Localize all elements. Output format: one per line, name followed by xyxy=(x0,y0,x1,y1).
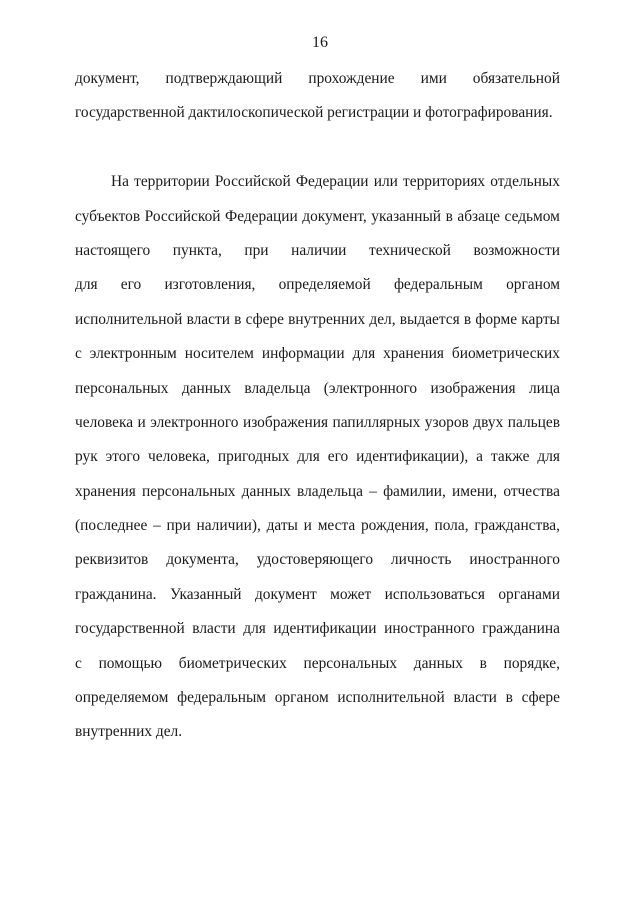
text-line xyxy=(75,307,560,341)
text-word: с xyxy=(75,654,82,672)
text-word: документ, xyxy=(302,207,367,225)
text-word: папиллярных xyxy=(332,413,421,431)
text-line xyxy=(75,479,560,513)
text-line xyxy=(75,135,560,169)
text-line xyxy=(75,238,560,272)
text-word: использоваться xyxy=(384,585,485,603)
document-body xyxy=(75,66,560,754)
text-word: форме xyxy=(475,310,518,328)
text-word: его xyxy=(120,276,142,294)
text-line xyxy=(75,204,560,238)
text-word: седьмом xyxy=(504,207,560,225)
text-word: федеральным xyxy=(177,689,267,707)
text-word: порядке, xyxy=(503,654,560,672)
text-word: рук xyxy=(75,448,98,466)
text-word: хранения xyxy=(383,345,444,363)
text-line xyxy=(75,66,560,100)
text-word: информации xyxy=(261,345,345,363)
text-word: обязательной xyxy=(472,70,560,87)
text-word: органом xyxy=(274,689,329,707)
text-word: подтверждающий xyxy=(165,70,283,87)
text-word: Российской xyxy=(214,173,291,191)
text-word: и xyxy=(137,413,146,431)
text-word: может xyxy=(330,585,372,603)
text-word: власти xyxy=(186,310,230,328)
text-word: Российской xyxy=(144,207,221,225)
text-word: Федерации xyxy=(225,207,298,225)
text-word: при xyxy=(166,517,191,535)
text-word: указанный xyxy=(371,207,442,225)
text-word: изображения xyxy=(242,413,329,431)
text-word: биометрических xyxy=(451,345,560,363)
text-line xyxy=(75,616,560,650)
text-word: владельца xyxy=(297,482,364,500)
text-word: карты xyxy=(521,310,560,328)
text-word: сфере xyxy=(245,310,284,328)
text-word: (последнее xyxy=(75,517,148,535)
text-word: – xyxy=(369,482,377,500)
text-line xyxy=(75,410,560,444)
text-word: для xyxy=(297,448,320,466)
text-word: Федерации xyxy=(295,173,369,191)
text-word: власти xyxy=(192,620,236,638)
text-word: в xyxy=(445,207,453,225)
text-line xyxy=(75,547,560,581)
text-word: документ, xyxy=(75,70,140,87)
text-word: настоящего xyxy=(75,241,151,259)
text-word: для xyxy=(75,276,98,294)
text-word: данных xyxy=(181,379,232,397)
text-word: исполнительной xyxy=(75,310,183,328)
text-word: данных xyxy=(413,654,463,672)
text-word: территории xyxy=(134,173,210,191)
text-word: территориях xyxy=(403,173,486,191)
text-word: человека xyxy=(75,413,134,431)
text-word: изображения xyxy=(430,379,516,397)
text-word: и xyxy=(303,517,312,535)
text-word: идентификации), xyxy=(356,448,469,466)
text-word: электронным xyxy=(89,345,177,363)
text-word: фамилии, xyxy=(383,482,446,500)
text-word: лица xyxy=(528,379,560,397)
text-word: для xyxy=(243,620,266,638)
text-word: личность xyxy=(390,551,452,569)
text-word: выдается xyxy=(399,310,460,328)
text-word: персональных xyxy=(75,379,169,397)
text-word: изготовления, xyxy=(164,276,256,294)
text-word: в xyxy=(234,310,242,328)
text-word: места xyxy=(317,517,356,535)
text-word: органом xyxy=(506,276,560,294)
text-word: при xyxy=(244,241,269,259)
text-word: а xyxy=(476,448,484,466)
text-word: субъектов xyxy=(75,207,141,225)
text-word: его xyxy=(327,448,349,466)
text-word: также xyxy=(490,448,530,466)
text-line xyxy=(75,376,560,410)
text-word: органами xyxy=(498,585,560,603)
text-word: пункта, xyxy=(172,241,222,259)
text-word: государственной дактилоскопической регистрации и фотографирования. xyxy=(75,104,553,122)
text-word: гражданина xyxy=(482,620,560,638)
text-word: На xyxy=(111,173,129,191)
text-word: или xyxy=(373,173,398,191)
text-word: возможности xyxy=(473,241,560,259)
text-word: пальцев xyxy=(507,413,560,431)
text-word: документ xyxy=(254,585,317,603)
text-word: прохождение xyxy=(308,70,395,87)
text-word: пола, xyxy=(434,517,469,535)
text-word: наличии), xyxy=(196,517,261,535)
text-line xyxy=(75,272,560,306)
text-word: внутренних xyxy=(288,310,366,328)
text-line xyxy=(75,719,560,753)
text-word: биометрических xyxy=(178,654,287,672)
text-word: государственной xyxy=(75,620,185,638)
text-word: даты xyxy=(266,517,298,535)
text-word: иностранного xyxy=(469,551,560,569)
text-word: дел, xyxy=(369,310,396,328)
text-word: определяемом xyxy=(75,689,169,707)
text-word: исполнительной xyxy=(337,689,445,707)
text-word: хранения xyxy=(75,482,136,500)
text-word: абзаце xyxy=(457,207,501,225)
text-word: (электронного xyxy=(323,379,418,397)
text-line xyxy=(75,651,560,685)
text-word: документа, xyxy=(166,551,239,569)
text-word: персональных xyxy=(142,482,236,500)
text-word: носителем xyxy=(184,345,254,363)
text-line xyxy=(75,100,560,134)
text-word: для xyxy=(537,448,560,466)
text-line xyxy=(75,582,560,616)
text-word: узоров xyxy=(424,413,469,431)
text-word: отчества xyxy=(503,482,560,500)
text-word: отдельных xyxy=(490,173,560,191)
text-word: – xyxy=(153,517,161,535)
text-word: внутренних дел. xyxy=(75,723,183,741)
page-number: 16 xyxy=(312,34,328,51)
text-word: рождения, xyxy=(360,517,429,535)
text-word: гражданина. xyxy=(75,585,157,603)
text-word: персональных xyxy=(303,654,398,672)
text-line xyxy=(75,513,560,547)
text-word: для xyxy=(352,345,376,363)
text-word: человека, xyxy=(148,448,210,466)
text-word: власти xyxy=(453,689,497,707)
text-word: реквизитов xyxy=(75,551,149,569)
text-word: владельца xyxy=(244,379,311,397)
text-word: удостоверяющего xyxy=(256,551,374,569)
text-word: сфере xyxy=(521,689,560,707)
text-line xyxy=(75,444,560,478)
text-word: имени, xyxy=(452,482,498,500)
text-word: этого xyxy=(105,448,141,466)
text-word: наличии xyxy=(291,241,347,259)
text-word: идентификации xyxy=(273,620,377,638)
text-word: в xyxy=(463,310,472,328)
text-word: гражданства, xyxy=(474,517,560,535)
text-word: помощью xyxy=(98,654,163,672)
text-word: определяемой xyxy=(278,276,371,294)
text-word: иностранного xyxy=(384,620,475,638)
text-line xyxy=(75,685,560,719)
text-word: двух xyxy=(473,413,504,431)
text-word: ими xyxy=(420,70,447,87)
text-word: технической xyxy=(368,241,451,259)
text-line xyxy=(75,341,560,375)
text-word: данных xyxy=(241,482,291,500)
text-word: пригодных xyxy=(217,448,290,466)
text-word: в xyxy=(505,689,513,707)
text-word: электронного xyxy=(150,413,239,431)
text-word: в xyxy=(479,654,487,672)
text-word: федеральным xyxy=(393,276,483,294)
text-word: с xyxy=(75,345,82,363)
text-word: Указанный xyxy=(169,585,242,603)
text-line xyxy=(75,169,560,203)
